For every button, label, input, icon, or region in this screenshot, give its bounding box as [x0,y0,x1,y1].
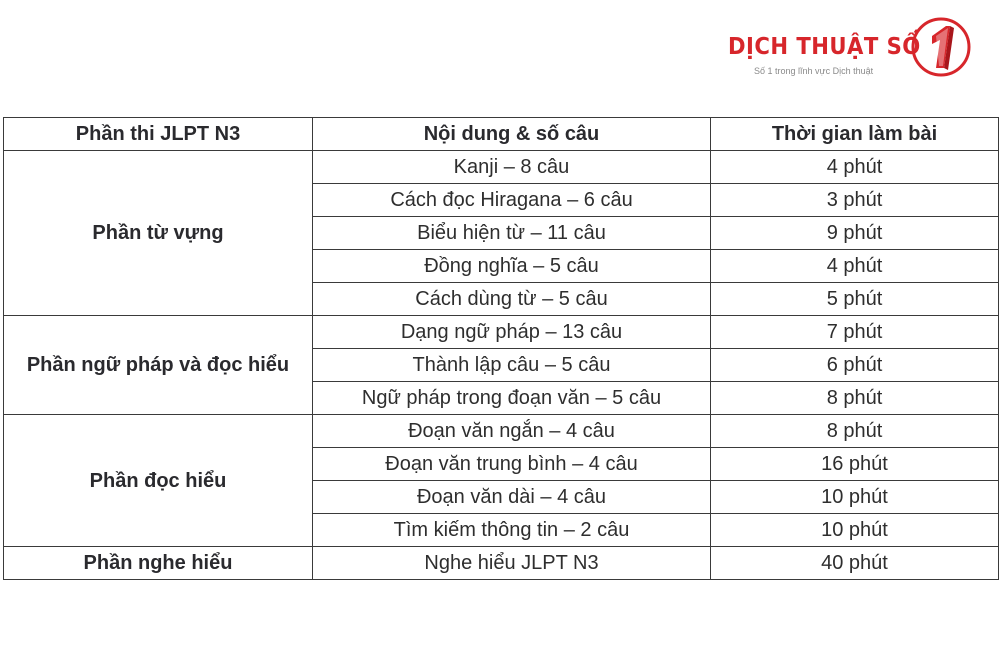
time-cell: 10 phút [711,481,999,514]
section-reading: Phần đọc hiểu [4,415,313,547]
table-row [4,316,999,349]
time-cell: 3 phút [711,184,999,217]
content-cell: Nghe hiểu JLPT N3 [313,547,711,580]
section-grammar-reading: Phần ngữ pháp và đọc hiểu [4,316,313,415]
content-cell: Kanji – 8 câu [313,151,711,184]
time-cell: 8 phút [711,415,999,448]
table-row [4,547,999,580]
time-cell: 5 phút [711,283,999,316]
content-cell: Cách dùng từ – 5 câu [313,283,711,316]
time-cell: 7 phút [711,316,999,349]
time-cell: 9 phút [711,217,999,250]
content-cell: Đoạn văn dài – 4 câu [313,481,711,514]
logo-brand-name: DỊCH THUẬT SỐ [728,34,921,60]
content-cell: Dạng ngữ pháp – 13 câu [313,316,711,349]
time-cell: 40 phút [711,547,999,580]
content-cell: Đồng nghĩa – 5 câu [313,250,711,283]
time-cell: 6 phút [711,349,999,382]
brand-logo [724,14,974,80]
table-header-row [4,118,999,151]
jlpt-n3-structure-table [3,117,999,580]
time-cell: 4 phút [711,151,999,184]
logo-tagline: Số 1 trong lĩnh vực Dịch thuật [754,66,874,76]
section-vocabulary: Phần từ vựng [4,151,313,316]
content-cell: Đoạn văn trung bình – 4 câu [313,448,711,481]
number-one-emblem-icon [910,16,972,78]
table-row [4,415,999,448]
header-content: Nội dung & số câu [313,118,711,151]
header-section: Phần thi JLPT N3 [4,118,313,151]
time-cell: 16 phút [711,448,999,481]
section-listening: Phần nghe hiểu [4,547,313,580]
table-row [4,151,999,184]
content-cell: Cách đọc Hiragana – 6 câu [313,184,711,217]
content-cell: Thành lập câu – 5 câu [313,349,711,382]
time-cell: 4 phút [711,250,999,283]
content-cell: Ngữ pháp trong đoạn văn – 5 câu [313,382,711,415]
content-cell: Đoạn văn ngắn – 4 câu [313,415,711,448]
header-time: Thời gian làm bài [711,118,999,151]
content-cell: Tìm kiếm thông tin – 2 câu [313,514,711,547]
time-cell: 10 phút [711,514,999,547]
time-cell: 8 phút [711,382,999,415]
content-cell: Biểu hiện từ – 11 câu [313,217,711,250]
